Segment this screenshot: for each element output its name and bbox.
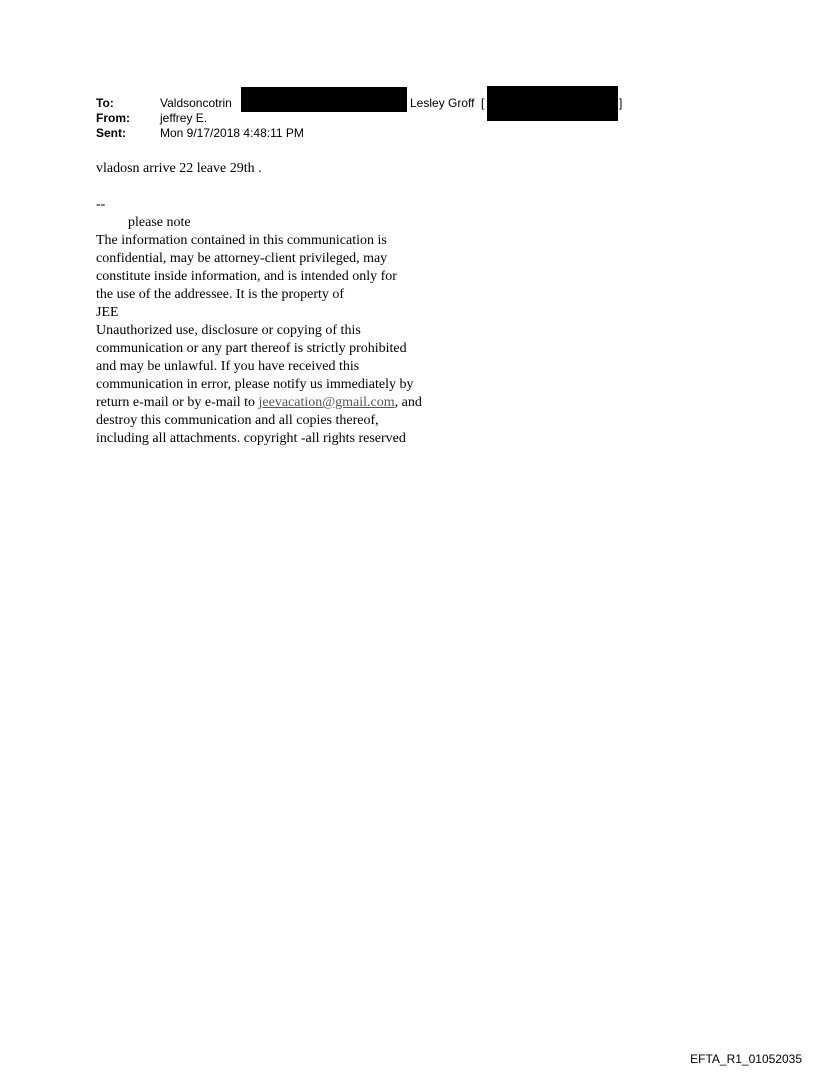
document-id: EFTA_R1_01052035 [690,1052,802,1066]
disclaimer-line: communication in error, please notify us immediately by [96,377,414,392]
disclaimer-line: and may be unlawful. If you have received this [96,359,360,374]
to-bracket-close: ] [619,96,623,110]
disclaimer-line: constitute inside information, and is intended only for [96,269,397,284]
disclaimer-line: JEE [96,305,119,320]
sent-label: Sent: [96,126,126,140]
return-line-prefix: return e-mail or by e-mail to [96,395,259,410]
disclaimer-line: destroy this communication and all copies thereof, [96,413,379,428]
from-value: jeffrey E. [160,111,208,125]
signature-separator: -- [96,197,106,212]
from-label: From: [96,111,130,125]
redaction-box-2 [487,86,618,121]
disclaimer-line: the use of the addressee. It is the property of [96,287,345,302]
email-link[interactable]: jeevacation@gmail.com [258,395,395,410]
disclaimer-line: including all attachments. copyright -all rights reserved [96,431,406,446]
message-text: vladosn arrive 22 leave 29th . [96,161,262,176]
to-recipient-1: Valdsoncotrin [160,96,232,110]
disclaimer-line: Unauthorized use, disclosure or copying of this [96,323,361,338]
sent-value: Mon 9/17/2018 4:48:11 PM [160,126,304,140]
return-line-suffix: , and [394,395,422,410]
signature-block [96,196,422,448]
message-body [96,160,262,178]
please-note-text: please note [128,215,191,230]
disclaimer-line: communication or any part thereof is strictly prohibited [96,341,407,356]
disclaimer-line: The information contained in this communication is [96,233,387,248]
redaction-box-1 [241,87,407,112]
disclaimer-return-line [96,394,422,412]
to-label: To: [96,96,114,110]
to-recipient-2: Lesley Groff [410,96,475,110]
disclaimer-line: confidential, may be attorney-client privileged, may [96,251,388,266]
to-bracket-open: [ [481,96,485,110]
